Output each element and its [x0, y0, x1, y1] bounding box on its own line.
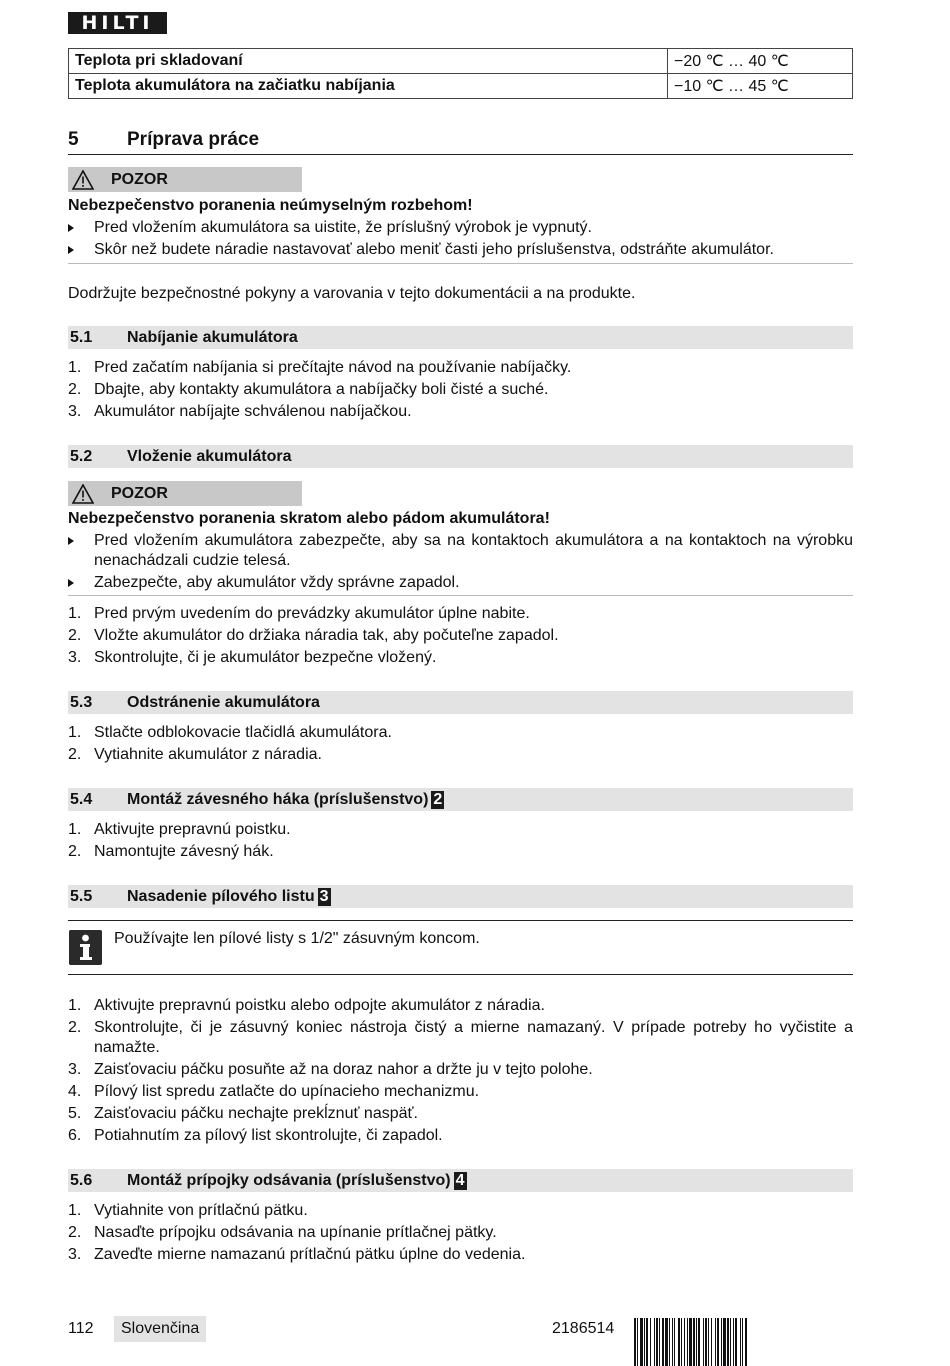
section-heading-5-1 — [68, 326, 853, 349]
spec-table — [68, 48, 853, 99]
section-title: Nabíjanie akumulátora — [127, 329, 298, 346]
section-number: 5.2 — [70, 448, 93, 465]
divider — [68, 920, 853, 921]
divider — [68, 263, 853, 264]
section-number: 5.4 — [70, 791, 93, 808]
spec-name: Teplota pri skladovaní — [69, 49, 668, 74]
chapter-heading — [68, 128, 853, 155]
warning-heading: Nebezpečenstvo poranenia skratom alebo pádom akumulátora! — [68, 510, 550, 527]
section-title: Odstránenie akumulátora — [127, 694, 320, 711]
intro-text: Dodržujte bezpečnostné pokyny a varovania v tejto dokumentácii a na produkte. — [68, 285, 636, 302]
section-number: 5.1 — [70, 329, 93, 346]
caution-box — [68, 481, 302, 506]
spec-name: Teplota akumulátora na začiatku nabíjania — [69, 74, 668, 99]
table-row — [69, 49, 853, 74]
section-heading-5-2 — [68, 445, 853, 468]
figure-badge: 4 — [455, 1172, 465, 1189]
figure-badge: 3 — [319, 888, 329, 905]
spec-value: −10 ℃ … 45 ℃ — [668, 74, 853, 99]
info-icon — [69, 930, 102, 965]
warning-heading: Nebezpečenstvo poranenia neúmyselným rozbehom! — [68, 197, 473, 214]
bullet-text: Skôr než budete náradie nastavovať alebo meniť časti jeho príslušenstva, odstráňte akumulátor. — [94, 241, 774, 258]
table-row — [69, 74, 853, 99]
section-number: 5.5 — [70, 888, 93, 905]
bullet-arrow-icon — [68, 537, 74, 545]
chapter-number: 5 — [68, 129, 79, 150]
section-title: Montáž závesného háka (príslušenstvo) 2 — [127, 791, 443, 808]
bullet-text: Zabezpečte, aby akumulátor vždy správne zapadol. — [94, 574, 460, 591]
hilti-logo: HILTI — [68, 12, 167, 34]
language-label: Slovenčina — [114, 1316, 206, 1342]
figure-badge: 2 — [433, 791, 443, 808]
section-number: 5.3 — [70, 694, 93, 711]
section-heading-5-6 — [68, 1169, 853, 1192]
section-title: Montáž prípojky odsávania (príslušenstvo) 4 — [127, 1172, 465, 1189]
caution-label: POZOR — [111, 485, 168, 502]
section-heading-5-3 — [68, 691, 853, 714]
section-heading-5-5 — [68, 885, 853, 908]
bullet-text: Pred vložením akumulátora sa uistite, že príslušný výrobok je vypnutý. — [94, 219, 592, 236]
info-note: Používajte len pílové listy s 1/2" zásuvným koncom. — [114, 930, 480, 947]
caution-box — [68, 167, 302, 192]
section-heading-5-4 — [68, 788, 853, 811]
section-title: Nasadenie pílového listu 3 — [127, 888, 329, 905]
chapter-title: Príprava práce — [127, 129, 260, 150]
divider — [68, 974, 853, 975]
warning-triangle-icon — [72, 484, 94, 504]
page-number: 112 — [68, 1320, 94, 1337]
bullet-arrow-icon — [68, 224, 74, 232]
barcode-icon — [634, 1318, 852, 1366]
divider — [68, 595, 853, 596]
bullet-text: Pred vložením akumulátora zabezpečte, aby sa na kontaktoch akumulátora a na kontaktoch na výrobku nenachádzali cudzie telesá. — [94, 532, 853, 569]
warning-triangle-icon — [72, 170, 94, 190]
bullet-arrow-icon — [68, 579, 74, 587]
bullet-arrow-icon — [68, 246, 74, 254]
section-number: 5.6 — [70, 1172, 93, 1189]
document-code: 2186514 — [552, 1320, 615, 1337]
caution-label: POZOR — [111, 171, 168, 188]
section-title: Vloženie akumulátora — [127, 448, 292, 465]
spec-value: −20 ℃ … 40 ℃ — [668, 49, 853, 74]
